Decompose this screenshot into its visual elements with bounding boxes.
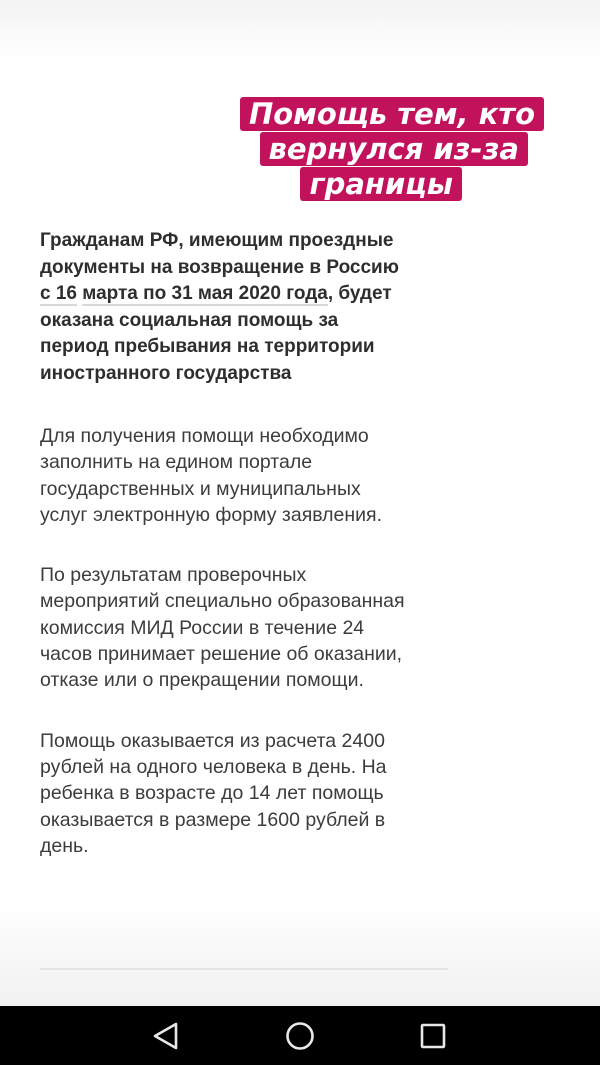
android-navigation-bar bbox=[0, 1006, 600, 1065]
lead-date-underlined-1: с 16 bbox=[40, 283, 77, 304]
back-button[interactable] bbox=[150, 1020, 182, 1052]
lead-paragraph bbox=[40, 228, 410, 387]
headline-line-2: вернулся из-за bbox=[260, 132, 529, 166]
home-button[interactable] bbox=[284, 1020, 316, 1052]
headline bbox=[240, 96, 544, 201]
lead-text-start: Гражданам РФ, имеющим проездные документы на возвращение в Россию bbox=[40, 230, 399, 278]
back-icon bbox=[151, 1021, 181, 1051]
headline-line-1: Помощь тем, кто bbox=[240, 97, 544, 131]
paragraph-commission: По результатам проверочных мероприятий специально образованная комиссия МИД России в течение 24 часов принимает решение об оказании, отказе или о прекращении помощи. bbox=[40, 564, 405, 692]
lead-date-underlined-2: марта по 31 мая 2020 года bbox=[82, 283, 328, 304]
recent-apps-icon bbox=[418, 1021, 448, 1051]
paragraph-application: Для получения помощи необходимо заполнить на едином портале государственных и муниципальных услуг электронную форму заявления. bbox=[40, 425, 383, 526]
story-text bbox=[40, 228, 410, 893]
home-icon bbox=[284, 1020, 316, 1052]
divider bbox=[40, 968, 448, 970]
lead-text-end: , будет оказана социальная помощь за период пребывания на территории иностранного государства bbox=[40, 283, 392, 384]
recent-apps-button[interactable] bbox=[417, 1020, 449, 1052]
headline-line-3: границы bbox=[300, 167, 462, 201]
paragraph-amount: Помощь оказывается из расчета 2400 рублей на одного человека в день. На ребенка в возрасте до 14 лет помощь оказывается в размере 1600 рублей в день. bbox=[40, 729, 387, 857]
